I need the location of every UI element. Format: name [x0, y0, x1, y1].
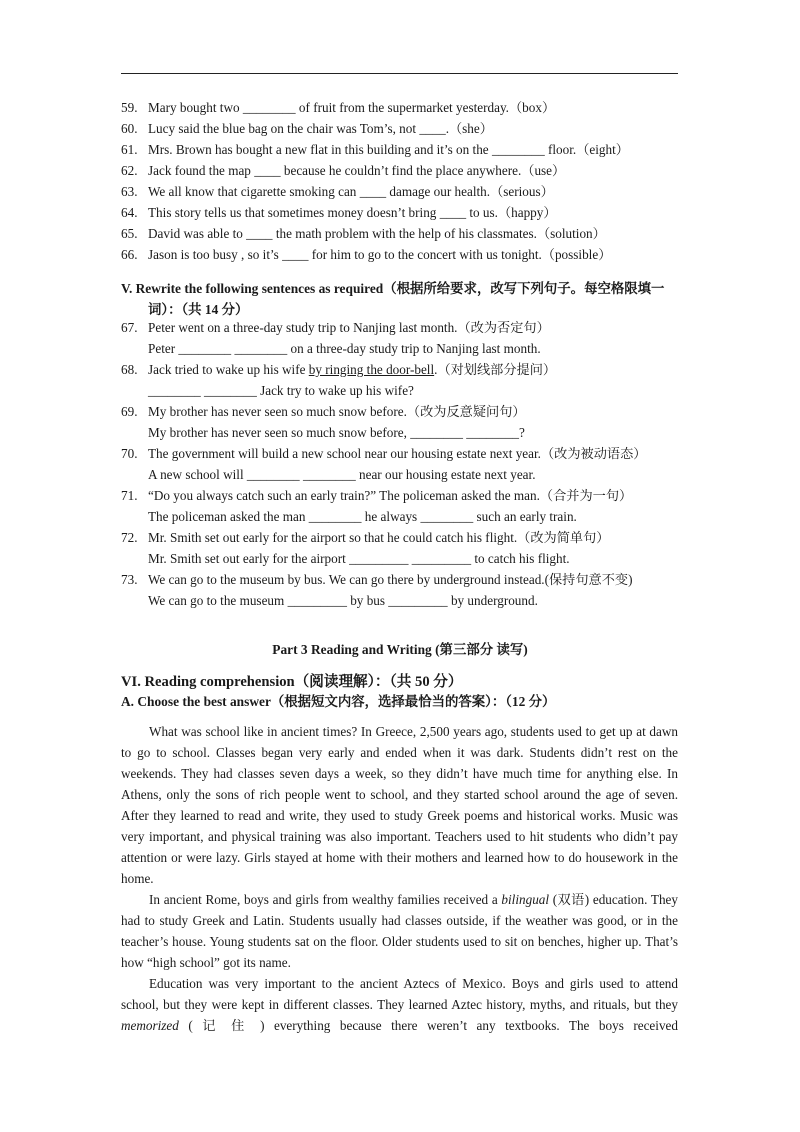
- reading-passage: [121, 721, 678, 1036]
- question-67: [121, 320, 550, 336]
- section-v-heading-line2: 词）：（共 14 分）: [148, 302, 249, 317]
- question-70: [121, 446, 646, 462]
- gloss-note: (双语): [549, 892, 593, 907]
- paragraph-text: Education was very important to the ancient Aztecs of Mexico. Boys and girls used to attend school, but they were kept in different classes. They learned Aztec history, myths, and rituals, but they: [121, 976, 678, 1012]
- answer-line-68: ________ ________ Jack try to wake up his wife?: [148, 383, 414, 398]
- question-59: [121, 100, 555, 116]
- question-text: Mary bought two ________ of fruit from the supermarket yesterday.（box）: [148, 100, 556, 115]
- question-text: “Do you always catch such an early train?” The policeman asked the man.（合并为一句）: [148, 488, 633, 503]
- question-text: Mrs. Brown has bought a new flat in this building and it’s on the ________ floor.（eight）: [148, 142, 629, 157]
- italic-term: memorized: [121, 1018, 179, 1033]
- question-number: 69.: [121, 404, 138, 419]
- question-text: David was able to ____ the math problem with the help of his classmates.（solution）: [148, 226, 606, 241]
- answer-line-70: A new school will ________ ________ near our housing estate next year.: [148, 467, 536, 482]
- question-text: We can go to the museum by bus. We can go there by underground instead.(保持句意不变): [148, 572, 633, 587]
- question-61: [121, 142, 629, 158]
- question-68: [121, 362, 556, 378]
- passage-paragraph-1: What was school like in ancient times? In Greece, 2,500 years ago, students used to get up at dawn to go to school. Classes began very early and ended when it was dark. Students didn’t rest on the weekends. They had classes seven days a week, so they didn’t have much time for anything else. In Athens, only the sons of rich people went to school, and they started school around the age of seven. After they learned to read and write, they used to study Greek poems and historical works. Music was very important, and physical training was also important. Teachers used to hit students who didn’t pay attention or were lazy. Girls stayed at home with their mothers and learned how to do housework in the home.: [121, 724, 678, 886]
- question-text-pre: Jack tried to wake up his wife: [148, 362, 309, 377]
- question-text: This story tells us that sometimes money doesn’t bring ____ to us.（happy）: [148, 205, 557, 220]
- passage-paragraph-2: [121, 889, 678, 973]
- question-text: Peter went on a three-day study trip to Nanjing last month.（改为否定句）: [148, 320, 550, 335]
- question-66: [121, 247, 611, 263]
- question-text-post: .（对划线部分提问）: [434, 362, 557, 377]
- question-63: [121, 184, 554, 200]
- italic-term: bilingual: [501, 892, 550, 907]
- question-number: 73.: [121, 572, 138, 587]
- question-number: 59.: [121, 100, 138, 115]
- question-number: 70.: [121, 446, 138, 461]
- answer-line-69: My brother has never seen so much snow before, ________ ________?: [148, 425, 525, 440]
- question-69: [121, 404, 526, 420]
- answer-line-72: Mr. Smith set out early for the airport _________ _________ to catch his flight.: [148, 551, 570, 566]
- question-number: 66.: [121, 247, 138, 262]
- question-64: [121, 205, 557, 221]
- paragraph-text: education. They had to study Greek and Latin. Students usually had classes outside, if the weather was good, or in the teacher’s house. Young students sat on the floor. Older students used to sit on benches, higher up. That’s how “high school” got its name.: [121, 892, 678, 970]
- answer-line-73: We can go to the museum _________ by bus _________ by underground.: [148, 593, 538, 608]
- question-text: Jack found the map ____ because he couldn’t find the place anywhere.（use）: [148, 163, 566, 178]
- gloss-note: ( 记 住 ): [178, 1018, 274, 1033]
- part-3-title: Part 3 Reading and Writing (第三部分 读写): [272, 642, 528, 657]
- question-number: 62.: [121, 163, 138, 178]
- answer-line-71: The policeman asked the man ________ he always ________ such an early train.: [148, 509, 577, 524]
- question-text: My brother has never seen so much snow before.（改为反意疑问句）: [148, 404, 526, 419]
- question-60: [121, 121, 493, 137]
- question-number: 60.: [121, 121, 138, 136]
- question-number: 61.: [121, 142, 138, 157]
- question-text: Lucy said the blue bag on the chair was Tom’s, not ____.（she）: [148, 121, 493, 136]
- question-73: [121, 572, 633, 588]
- question-number: 71.: [121, 488, 138, 503]
- question-number: 68.: [121, 362, 138, 377]
- section-a-heading: A. Choose the best answer（根据短文内容，选择最恰当的答案）：（12 分）: [121, 694, 556, 709]
- answer-line-67: Peter ________ ________ on a three-day study trip to Nanjing last month.: [148, 341, 541, 356]
- question-72: [121, 530, 609, 546]
- question-65: [121, 226, 606, 242]
- top-rule: [121, 73, 678, 74]
- underlined-phrase: by ringing the door-bell: [308, 362, 435, 377]
- question-number: 64.: [121, 205, 138, 220]
- question-text: Jason is too busy , so it’s ____ for him to go to the concert with us tonight.（possible）: [148, 247, 612, 262]
- question-71: [121, 488, 632, 504]
- passage-paragraph-3: [121, 973, 678, 1036]
- question-number: 65.: [121, 226, 138, 241]
- question-62: [121, 163, 565, 179]
- section-v-heading-line1: V. Rewrite the following sentences as required（根据所给要求，改写下列句子。每空格限填一: [121, 281, 665, 296]
- question-text: Mr. Smith set out early for the airport so that he could catch his flight.（改为简单句）: [148, 530, 610, 545]
- question-text: We all know that cigarette smoking can ____ damage our health.（serious）: [148, 184, 554, 199]
- paragraph-text: In ancient Rome, boys and girls from wealthy families received a: [149, 892, 502, 907]
- question-number: 63.: [121, 184, 138, 199]
- question-number: 67.: [121, 320, 138, 335]
- paragraph-text: everything because there weren’t any textbooks. The boys received: [273, 1018, 678, 1033]
- question-text: The government will build a new school near our housing estate next year.（改为被动语态）: [148, 446, 647, 461]
- question-number: 72.: [121, 530, 138, 545]
- section-vi-heading: VI. Reading comprehension（阅读理解）：（共 50 分）: [121, 674, 463, 690]
